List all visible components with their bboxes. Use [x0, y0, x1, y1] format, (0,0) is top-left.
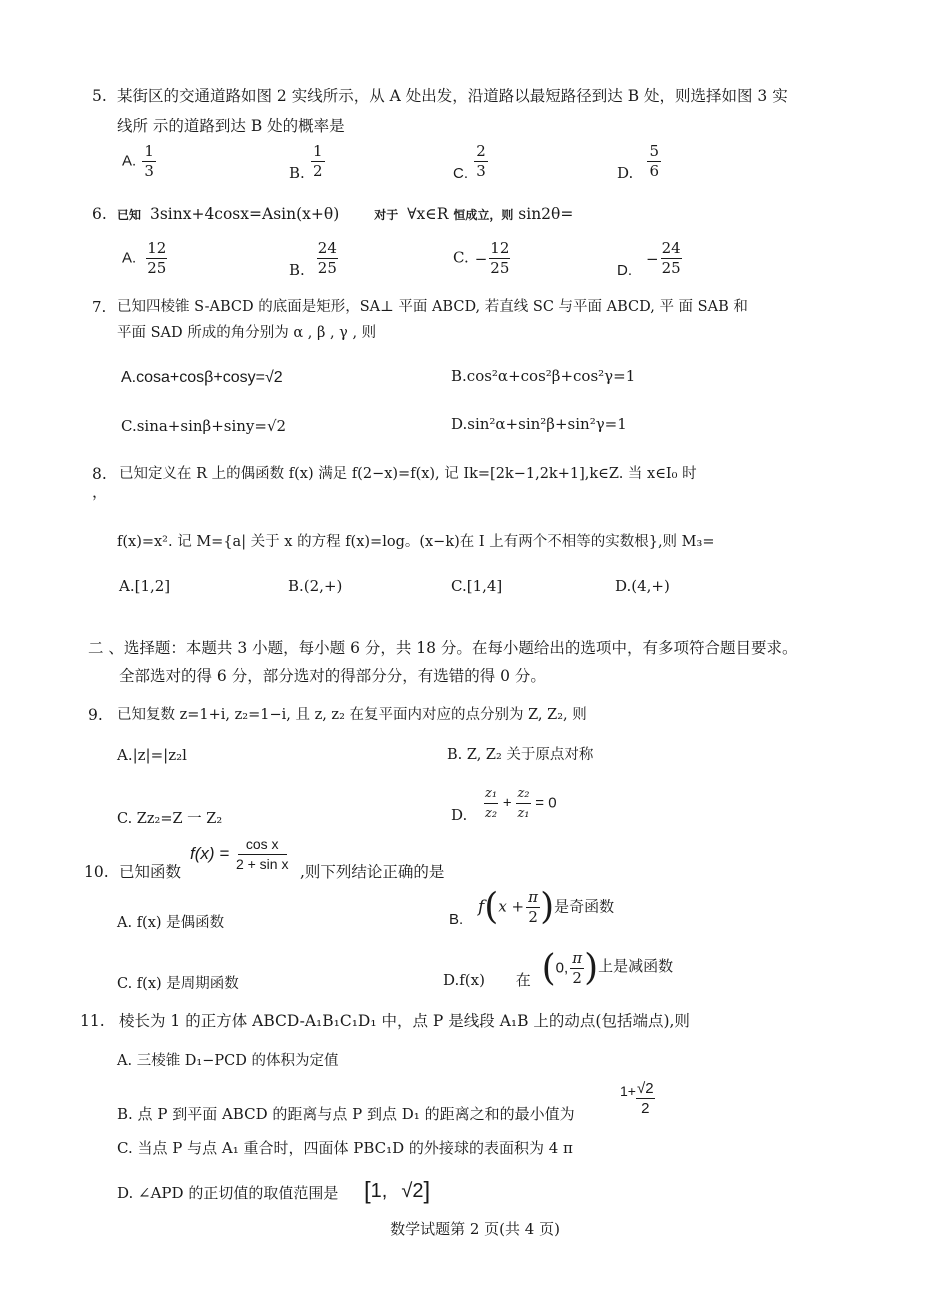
section2-heading: 二 、选择题：本题共 3 小题，每小题 6 分，共 18 分。在每小题给出的选项中，有多项符合题目要求。 — [88, 639, 798, 657]
q10-option-d: D.f(x) 在 (0, $\frac{\pi}{2}$ )上是减函数 — [443, 947, 674, 989]
q5-option-c: C. $\frac{2}{3}$ — [453, 143, 488, 180]
q11-stem: 棱长为 1 的正方体 ABCD-A₁B₁C₁D₁ 中，点 P 是线段 A₁B 上的动点(包括端点),则 — [119, 1012, 690, 1030]
q10-function-def: f(x) = $\frac{\text{cos x}}{\text{2 + sin x}}$ — [190, 836, 289, 872]
page-footer: 数学试题第 2 页(共 4 页) — [390, 1220, 560, 1238]
q7-option-d: D.sin²α+sin²β+sin²γ=1 — [451, 415, 627, 433]
section2-instructions: 全部选对的得 6 分，部分选对的得部分分，有选错的得 0 分。 — [119, 667, 546, 685]
q9-number: 9. — [88, 706, 103, 724]
q5-number: 5. — [92, 87, 107, 105]
q11-option-c: C. 当点 P 与点 A₁ 重合时，四面体 PBC₁D 的外接球的表面积为 4 π — [117, 1139, 573, 1157]
q7-stem-line1: 已知四棱锥 S-ABCD 的底面是矩形，SA⊥ 平面 ABCD, 若直线 SC 与平面 ABCD, 平 面 SAB 和 — [117, 299, 748, 315]
q10-option-c: C. f(x) 是周期函数 — [117, 976, 239, 992]
q7-option-a: A.cosa+cosβ+cosy=√2 — [121, 369, 283, 386]
q10-number: 10. — [84, 863, 109, 881]
q9-option-b: B. Z, Z₂ 关于原点对称 — [447, 747, 594, 763]
q10-option-b: B. f(x + $\frac{\pi}{2}$ )是奇函数 — [449, 886, 615, 928]
q5-option-b: B. $\frac{1}{2}$ — [289, 143, 325, 180]
q7-number: 7. — [92, 298, 107, 316]
q6-option-b: B. $\frac{24}{25}$ — [289, 239, 337, 279]
q8-option-d: D.(4,+) — [615, 577, 670, 595]
q8-stem-line1: 已知定义在 R 上的偶函数 f(x) 满足 f(2−x)=f(x), 记 Ik=[2k−1,2k+1],k∈Z. 当 x∈I₀ 时 — [119, 466, 697, 482]
q7-stem-line2: 平面 SAD 所成的角分别为 α , β , γ , 则 — [117, 325, 377, 341]
q11-option-b-value: 1+ $\frac{√2}{2}$ — [620, 1080, 654, 1117]
q10-stem-pre: 已知函数 — [119, 863, 182, 881]
q8-option-b: B.(2,+) — [288, 577, 343, 595]
q5-option-a: A. $\frac{1}{3}$ — [122, 143, 156, 180]
q8-number: 8. — [92, 465, 107, 483]
q6-option-c: C. − $\frac{12}{25}$ — [453, 239, 510, 277]
q5-stem-line1: 某街区的交通道路如图 2 实线所示，从 A 处出发，沿道路以最短路径到达 B 处，则选择如图 3 实 — [117, 87, 788, 105]
q10-stem-post: ,则下列结论正确的是 — [300, 863, 445, 881]
q5-option-d: D. $\frac{5}{6}$ — [617, 143, 661, 180]
q9-stem: 已知复数 z=1+i, z₂=1−i, 且 z, z₂ 在复平面内对应的点分别为 Z, Z₂, 则 — [117, 707, 587, 723]
q7-option-c: C.sina+sinβ+siny=√2 — [121, 417, 287, 435]
q6-option-a: A. $\frac{12}{25}$ — [122, 239, 167, 277]
q6-number: 6. — [92, 205, 107, 223]
q9-option-a: A.|z|=|z₂l — [117, 746, 187, 764]
q9-option-d: D. $\frac{\text{z₁}}{\text{z₂}}$ + $\frac{\text{z₂}}{\text{z₁}}$ = 0 — [451, 786, 557, 824]
q6-option-d: D.− $\frac{24}{25}$ — [617, 239, 681, 279]
q8-option-a: A.[1,2] — [119, 577, 171, 595]
q8-option-c: C.[1,4] — [451, 577, 503, 595]
q5-stem-line2: 线所 示的道路到达 B 处的概率是 — [117, 117, 345, 135]
q9-option-c: C. Zz₂=Z 一 Z₂ — [117, 811, 223, 827]
q10-option-a: A. f(x) 是偶函数 — [117, 915, 225, 931]
q8-stem-line2: f(x)=x². 记 M={a| 关于 x 的方程 f(x)=log。(x−k)在 I 上有两个不相等的实数根},则 M₃= — [117, 534, 715, 550]
q11-option-a: A. 三棱锥 D₁−PCD 的体积为定值 — [117, 1053, 339, 1069]
q8-comma: ， — [92, 483, 108, 501]
q6-stem: 已知 3sinx+4cosx=Asin(x+θ) 对于 ∀x∈R 恒成立，则 sin2θ= — [117, 205, 574, 223]
q11-option-b: B. 点 P 到平面 ABCD 的距离与点 P 到点 D₁ 的距离之和的最小值为 — [117, 1105, 575, 1123]
q7-option-b: B.cos²α+cos²β+cos²γ=1 — [451, 367, 636, 385]
q11-option-d-interval: [1, √2] — [364, 1177, 431, 1205]
q11-number: 11. — [80, 1012, 105, 1030]
q11-option-d: D. ∠APD 的正切值的取值范围是 — [117, 1184, 339, 1202]
